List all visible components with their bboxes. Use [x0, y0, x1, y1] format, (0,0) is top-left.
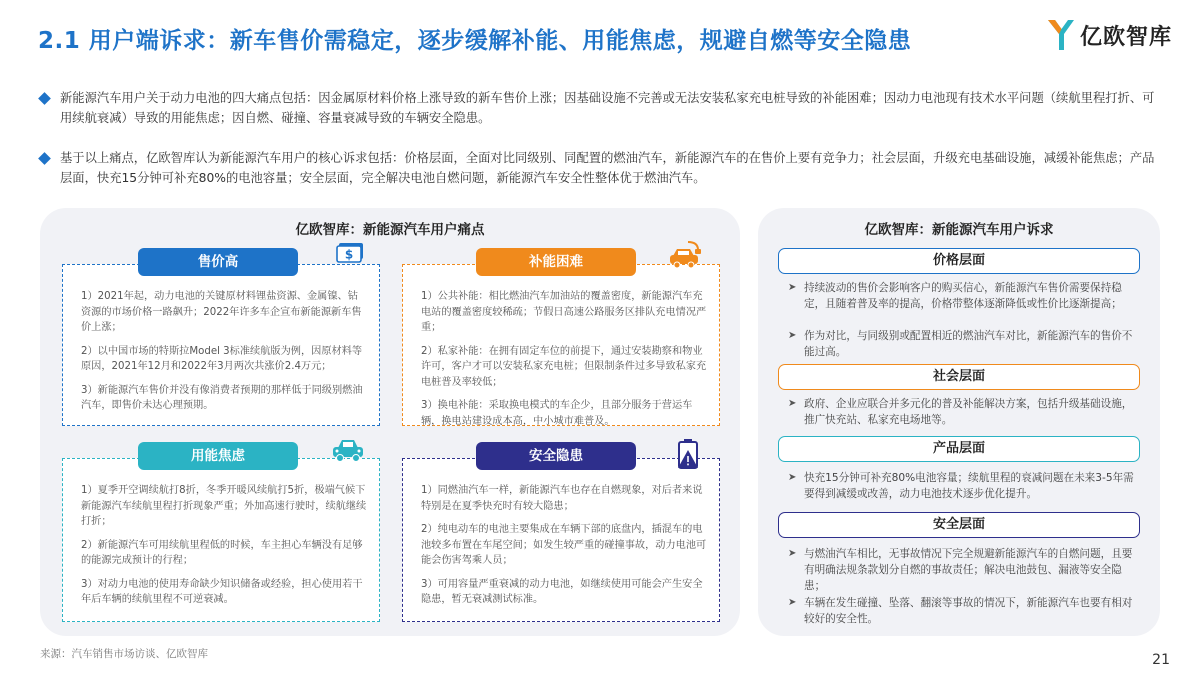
demand-header-product: 产品层面: [778, 436, 1140, 462]
pain-card-charging: [402, 264, 720, 426]
pain-item: 1）同燃油汽车一样，新能源汽车也存在自燃现象，对后者来说特别是在夏季快充时有较大隐患；: [421, 485, 703, 512]
pain-item: 3）对动力电池的使用寿命缺少知识储备或经验，担心使用若干年后车辆的续航里程不可逆衰减。: [81, 578, 363, 605]
demand-header-safety: 安全层面: [778, 512, 1140, 538]
pain-card-range-anxiety: [62, 458, 380, 622]
diamond-icon: [38, 152, 51, 165]
demand-header-society: 社会层面: [778, 364, 1140, 390]
demand-item: [788, 470, 1138, 502]
pain-item: 2）纯电动车的电池主要集成在车辆下部的底盘内，插混车的电池较多布置在车尾空间；如发生较严重的碰撞事故，动力电池可能会伤害驾乘人员；: [421, 524, 707, 566]
pain-card-price: [62, 264, 380, 426]
demand-item: [788, 280, 1138, 312]
pain-item: 1）夏季开空调续航打8折，冬季开暖风续航打5折，极端气候下新能源汽车续航里程打折现象严重；外加高速行驶时，续航继续打折；: [81, 485, 367, 527]
pain-item: 3）新能源汽车售价并没有像消费者预期的那样低于同级别燃油汽车，即售价未达心理预期。: [81, 384, 363, 411]
demand-item-text: 政府、企业应联合并多元化的普及补能解决方案，包括升级基础设施，推广快充站、私家充电场地等。: [804, 398, 1133, 426]
pain-item: 1）2021年起，动力电池的关键原材料锂盐资源、金属镍、钴资源的市场价格一路飙升；2022年许多车企宣布新能源新车售价上涨；: [81, 291, 362, 333]
demand-item: [788, 396, 1138, 428]
demand-item: [788, 595, 1138, 627]
demand-header-price: 价格层面: [778, 248, 1140, 274]
pain-item: 2）私家补能：在拥有固定车位的前提下，通过安装勘察和物业许可，客户才可以安装私家充电桩；但限制条件过多导致私家充电桩普及率较低；: [421, 345, 707, 388]
pain-label-range-anxiety: 用能焦虑: [138, 442, 298, 470]
logo-icon: [1046, 18, 1076, 52]
demand-item-text: 作为对比，与同级别或配置相近的燃油汽车对比，新能源汽车的售价不能过高。: [804, 330, 1133, 358]
demand-item-text: 与燃油汽车相比，无事故情况下完全规避新能源汽车的自燃问题，且要有明确法规条款划分自燃的事故责任；解决电池鼓包、漏液等安全隐患；: [804, 548, 1133, 592]
demand-item: [788, 546, 1138, 594]
page-title: 2.1 用户端诉求：新车售价需稳定，逐步缓解补能、用能焦虑，规避自燃等安全隐患: [38, 28, 912, 54]
arrow-icon: ➤: [788, 472, 797, 483]
pain-label-price: 售价高: [138, 248, 298, 276]
pain-item: 3）换电补能：采取换电模式的车企少，且部分服务于营运车辆，换电站建设成本高，中小城市难普及。: [421, 400, 693, 427]
bullet-text: 基于以上痛点，亿欧智库认为新能源汽车用户的核心诉求包括：价格层面，全面对比同级别、同配置的燃油汽车，新能源汽车的在售价上要有竞争力；社会层面，升级充电基础设施，减缓补能焦虑；产品层面，快充15分钟可补充80%的电池容量；安全层面，完全解决电池自燃问题，新能源汽车安全性整体优于燃油汽车。: [60, 151, 1155, 185]
source-note: 来源：汽车销售市场访谈、亿欧智库: [40, 648, 208, 660]
demand-item-text: 快充15分钟可补充80%电池容量；续航里程的衰减问题在未来3-5年需要得到减缓或改善，动力电池技术逐步优化提升。: [804, 472, 1134, 500]
pain-card-safety: [402, 458, 720, 622]
demand-item: [788, 328, 1138, 360]
arrow-icon: ➤: [788, 548, 797, 559]
svg-text:$: $: [344, 247, 354, 262]
logo: [1046, 18, 1172, 52]
arrow-icon: ➤: [788, 597, 797, 608]
pain-item: 2）新能源汽车可用续航里程低的时候，车主担心车辆没有足够的能源完成预计的行程；: [81, 539, 363, 566]
charging-car-icon: [668, 240, 702, 270]
bullet-core-demands: [40, 148, 1155, 188]
pain-item: 2）以中国市场的特斯拉Model 3标准续航版为例，因原材料等原因，2021年12月和2022年3月两次共涨价2.4万元；: [81, 345, 363, 372]
battery-warning-icon: [676, 438, 704, 470]
diamond-icon: [38, 92, 51, 105]
pain-label-safety: 安全隐患: [476, 442, 636, 470]
arrow-icon: ➤: [788, 398, 797, 409]
dollar-icon: [336, 242, 366, 264]
bullet-text: 新能源汽车用户关于动力电池的四大痛点包括：因金属原材料价格上涨导致的新车售价上涨；因基础设施不完善或无法安装私家充电桩导致的补能困难；因动力电池现有技术水平问题（续航里程打折、可用续航衰减）导致的用能焦虑；因自燃、碰撞、容量衰减导致的车辆安全隐患。: [60, 91, 1155, 125]
car-icon: [330, 436, 366, 464]
arrow-icon: ➤: [788, 282, 797, 293]
demand-item-text: 持续波动的售价会影响客户的购买信心，新能源汽车售价需要保持稳定，且随着普及率的提高，价格带整体逐渐降低或性价比逐渐提高；: [804, 282, 1122, 310]
demands-panel-title: 亿欧智库：新能源汽车用户诉求: [864, 222, 1054, 238]
pain-item: 1）公共补能：相比燃油汽车加油站的覆盖密度，新能源汽车充电站的覆盖密度较稀疏；节假日高速公路服务区排队充电情况严重；: [421, 291, 707, 333]
pain-label-charging: 补能困难: [476, 248, 636, 276]
bullet-pain-points: [40, 88, 1155, 128]
page-number: 21: [1152, 652, 1170, 668]
arrow-icon: ➤: [788, 330, 797, 341]
pain-item: 3）可用容量严重衰减的动力电池，如继续使用可能会产生安全隐患，暂无衰减测试标准。: [421, 578, 703, 605]
demand-item-text: 车辆在发生碰撞、坠落、翻滚等事故的情况下，新能源汽车也要有相对较好的安全性。: [804, 597, 1133, 625]
logo-text: 亿欧智库: [1079, 24, 1172, 50]
pain-points-panel-title: 亿欧智库：新能源汽车用户痛点: [295, 222, 485, 238]
